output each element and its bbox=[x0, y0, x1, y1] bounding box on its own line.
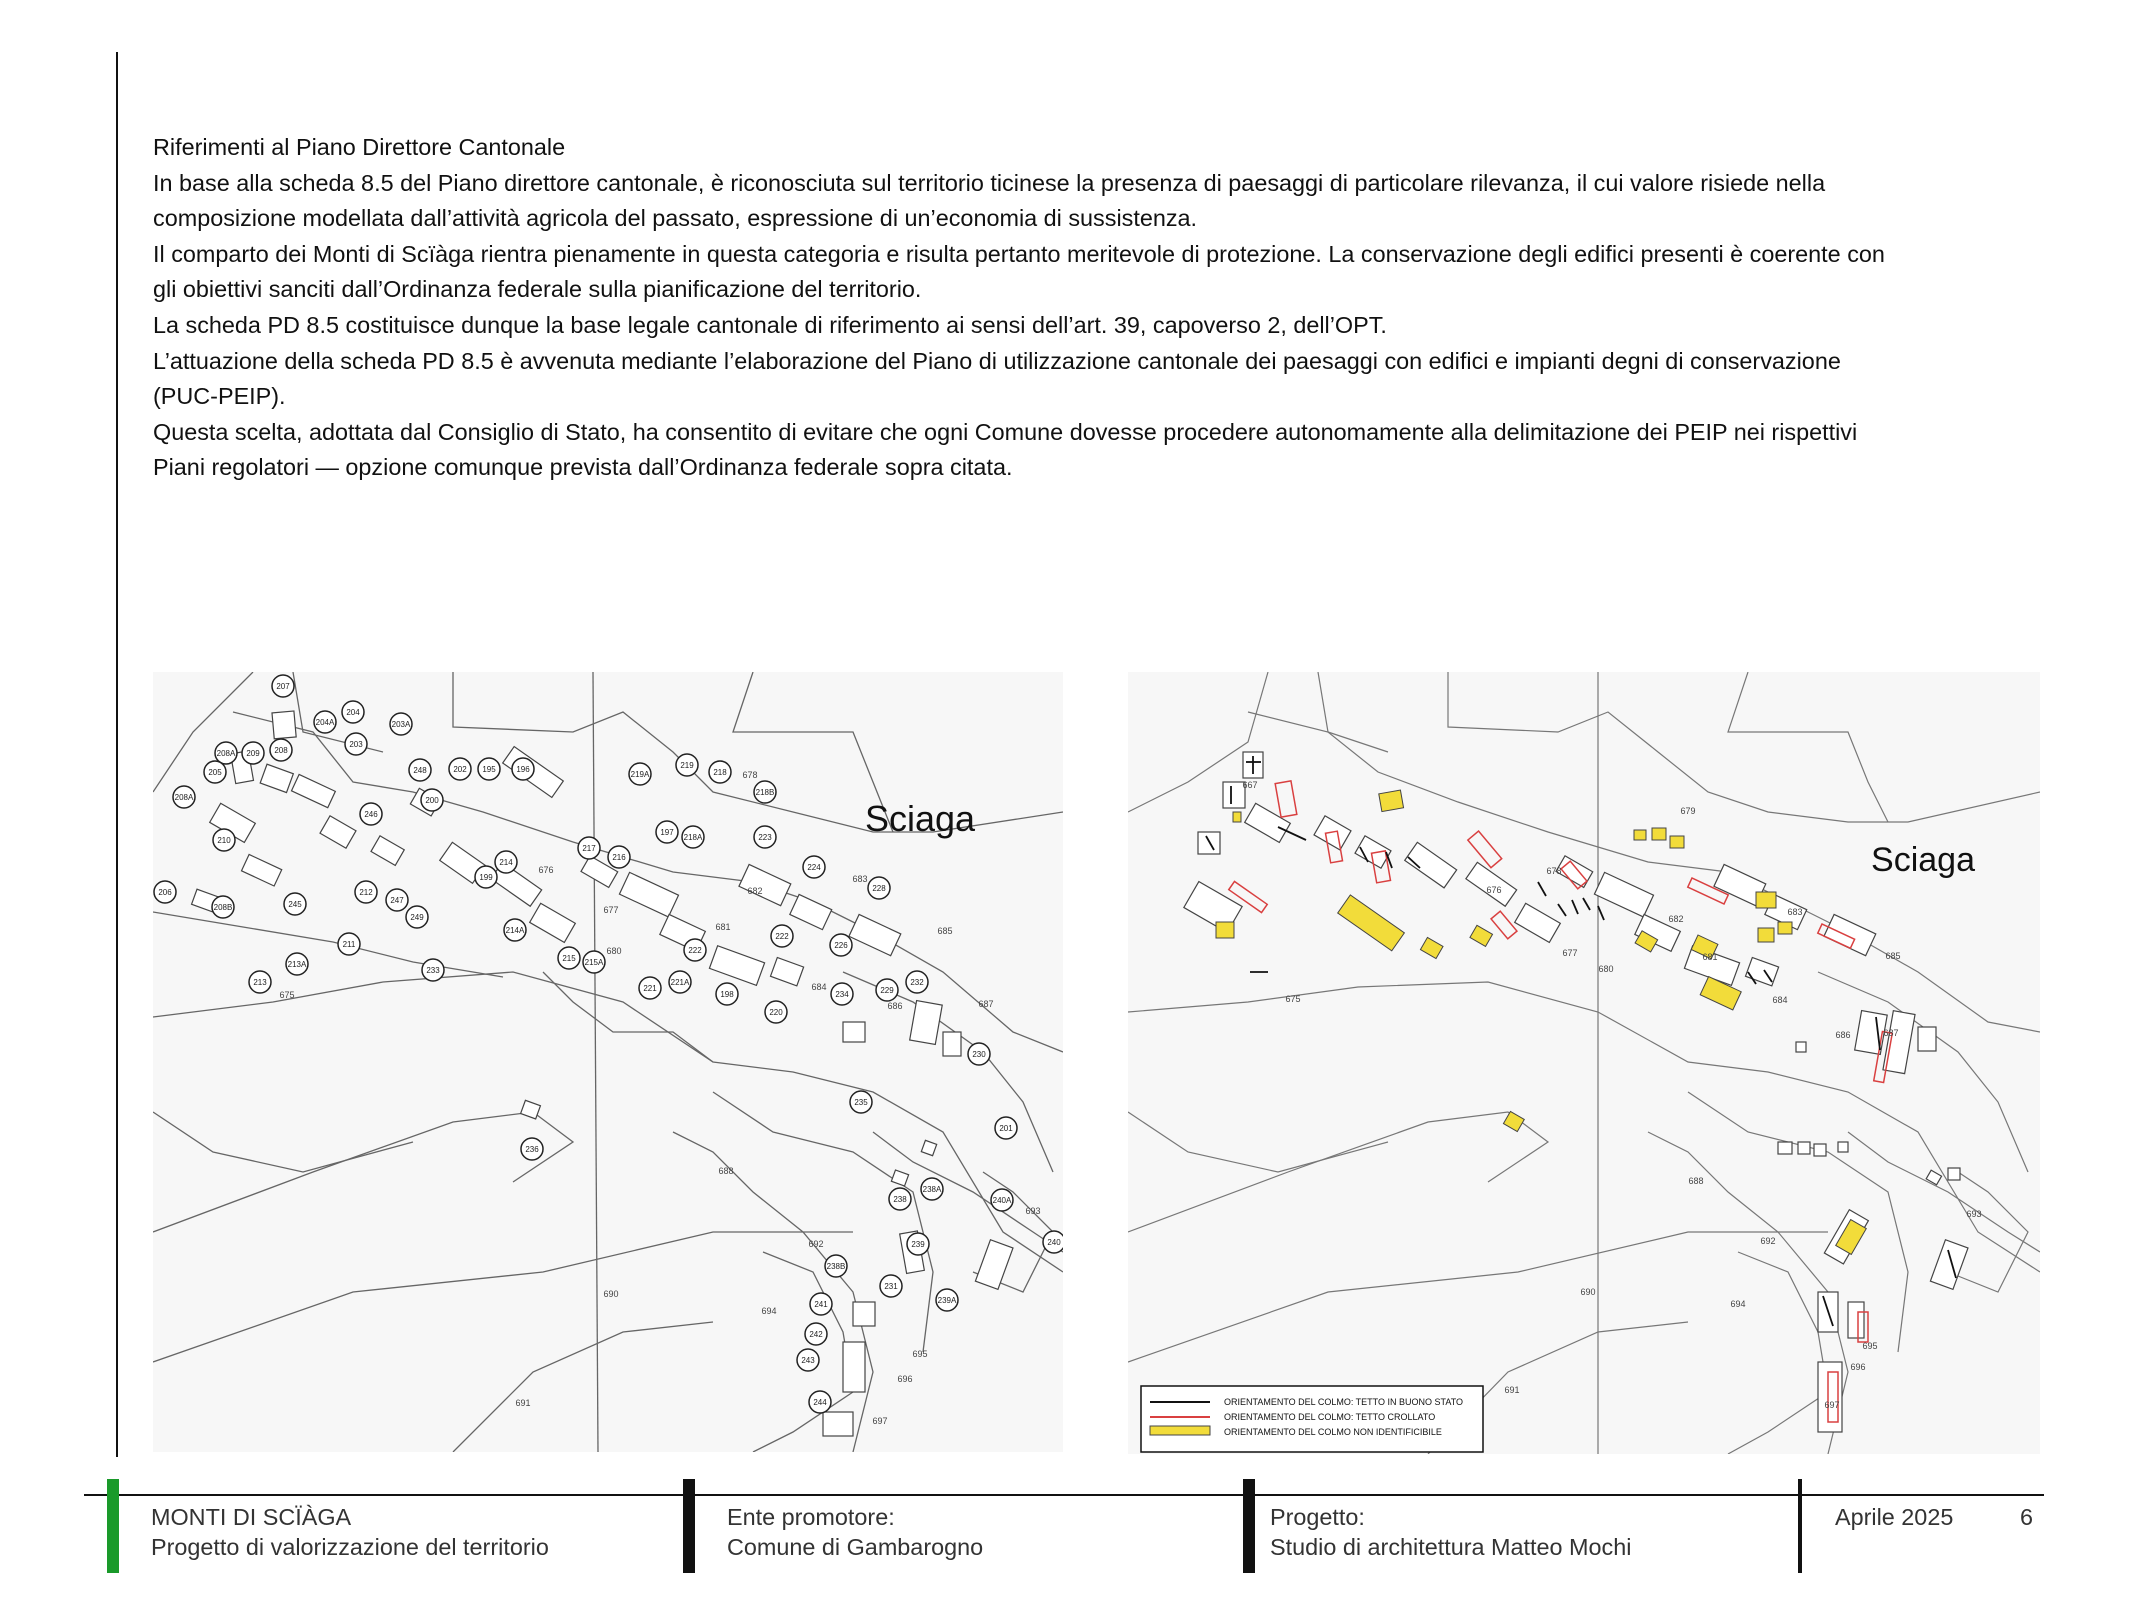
map-right-title: Sciaga bbox=[1871, 841, 1975, 879]
svg-text:205: 205 bbox=[208, 768, 222, 777]
svg-text:676: 676 bbox=[1486, 885, 1502, 895]
svg-text:684: 684 bbox=[1772, 995, 1788, 1005]
svg-text:692: 692 bbox=[1760, 1236, 1776, 1246]
svg-text:200: 200 bbox=[425, 796, 439, 805]
svg-text:693: 693 bbox=[1966, 1209, 1982, 1219]
svg-text:684: 684 bbox=[811, 982, 827, 992]
svg-text:677: 677 bbox=[1562, 948, 1578, 958]
svg-text:211: 211 bbox=[342, 940, 356, 949]
footer-design bbox=[1270, 1502, 1631, 1562]
svg-text:213: 213 bbox=[253, 978, 267, 987]
svg-text:688: 688 bbox=[1688, 1176, 1704, 1186]
svg-text:690: 690 bbox=[1580, 1287, 1596, 1297]
cadastral-map-roof-status bbox=[1128, 672, 2040, 1454]
svg-text:249: 249 bbox=[410, 913, 424, 922]
svg-text:675: 675 bbox=[1285, 994, 1301, 1004]
legend-label-unknown: ORIENTAMENTO DEL COLMO NON IDENTIFICIBILE bbox=[1224, 1427, 1442, 1437]
footer-promoter bbox=[727, 1502, 983, 1562]
paragraph-line: In base alla scheda 8.5 del Piano direttore cantonale, è riconosciuta sul territorio ticinese la presenza di paesaggi di particolare rilevanza, il cui valore risiede nella bbox=[153, 169, 1826, 196]
svg-text:206: 206 bbox=[158, 888, 172, 897]
footer-divider bbox=[84, 1494, 2044, 1496]
svg-text:215: 215 bbox=[562, 954, 576, 963]
footer-date: Aprile 2025 bbox=[1835, 1504, 1954, 1530]
svg-text:204: 204 bbox=[346, 708, 360, 717]
svg-text:212: 212 bbox=[359, 888, 373, 897]
footer-separator bbox=[1798, 1479, 1802, 1573]
svg-text:682: 682 bbox=[1668, 914, 1684, 924]
svg-text:216: 216 bbox=[612, 853, 626, 862]
svg-text:214A: 214A bbox=[505, 926, 525, 935]
svg-text:235: 235 bbox=[854, 1098, 868, 1107]
svg-text:244: 244 bbox=[813, 1398, 827, 1407]
svg-text:220: 220 bbox=[769, 1008, 783, 1017]
svg-text:230: 230 bbox=[972, 1050, 986, 1059]
paragraph-line: L’attuazione della scheda PD 8.5 è avvenuta mediante l’elaborazione del Piano di utilizzazione cantonale dei paesaggi con edifici e impianti degni di conservazione bbox=[153, 347, 1841, 374]
svg-text:241: 241 bbox=[814, 1300, 828, 1309]
paragraph-line: gli obiettivi sanciti dall’Ordinanza federale sulla pianificazione del territorio. bbox=[153, 276, 922, 303]
svg-text:680: 680 bbox=[1598, 964, 1614, 974]
svg-text:675: 675 bbox=[279, 990, 295, 1000]
svg-text:208A: 208A bbox=[216, 749, 236, 758]
svg-text:695: 695 bbox=[912, 1349, 928, 1359]
svg-text:686: 686 bbox=[887, 1001, 903, 1011]
svg-text:229: 229 bbox=[880, 986, 894, 995]
legend-swatch-unknown bbox=[1150, 1426, 1210, 1435]
svg-text:233: 233 bbox=[426, 966, 440, 975]
svg-text:693: 693 bbox=[1025, 1206, 1041, 1216]
svg-text:243: 243 bbox=[801, 1356, 815, 1365]
map-legend bbox=[1141, 1386, 1483, 1452]
svg-text:240: 240 bbox=[1047, 1238, 1061, 1247]
svg-text:201: 201 bbox=[999, 1124, 1013, 1133]
footer-separator bbox=[1243, 1479, 1255, 1573]
svg-text:246: 246 bbox=[364, 810, 378, 819]
svg-text:240A: 240A bbox=[992, 1196, 1012, 1205]
paragraph-line: Questa scelta, adottata dal Consiglio di Stato, ha consentito di evitare che ogni Comune dovesse procedere autonomamente alla delimitazione dei PEIP nei rispettivi bbox=[153, 418, 1858, 445]
svg-text:692: 692 bbox=[808, 1239, 824, 1249]
svg-text:694: 694 bbox=[1730, 1299, 1746, 1309]
svg-text:203A: 203A bbox=[391, 720, 411, 729]
svg-text:694: 694 bbox=[761, 1306, 777, 1316]
svg-text:197: 197 bbox=[660, 828, 674, 837]
page-number: 6 bbox=[2020, 1504, 2034, 1530]
svg-text:245: 245 bbox=[288, 900, 302, 909]
svg-text:687: 687 bbox=[1883, 1028, 1899, 1038]
legend-label-good: ORIENTAMENTO DEL COLMO: TETTO IN BUONO STATO bbox=[1224, 1397, 1464, 1407]
svg-text:695: 695 bbox=[1862, 1341, 1878, 1351]
svg-text:222: 222 bbox=[688, 946, 702, 955]
paragraph-line: composizione modellata dall’attività agricola del passato, espressione di un’economia di sussistenza. bbox=[153, 205, 1198, 232]
footer-design-label: Progetto: bbox=[1270, 1504, 1365, 1530]
svg-text:688: 688 bbox=[718, 1166, 734, 1176]
paragraph-line: Il comparto dei Monti di Scïàga rientra pienamente in questa categoria e risulta pertanto meritevole di protezione. La conservazione degli edifici presenti è coerente con bbox=[153, 240, 1885, 267]
svg-text:204A: 204A bbox=[315, 718, 335, 727]
svg-text:242: 242 bbox=[809, 1330, 823, 1339]
legend-label-collapsed: ORIENTAMENTO DEL COLMO: TETTO CROLLATO bbox=[1224, 1412, 1436, 1422]
svg-text:685: 685 bbox=[1885, 951, 1901, 961]
svg-text:209: 209 bbox=[246, 749, 260, 758]
svg-text:678: 678 bbox=[1546, 866, 1562, 876]
svg-text:232: 232 bbox=[910, 978, 924, 987]
svg-text:222: 222 bbox=[775, 932, 789, 941]
svg-text:221A: 221A bbox=[670, 978, 690, 987]
footer-design-value: Studio di architettura Matteo Mochi bbox=[1270, 1534, 1632, 1560]
svg-text:196: 196 bbox=[516, 765, 530, 774]
svg-text:697: 697 bbox=[1824, 1400, 1840, 1410]
footer-project bbox=[151, 1502, 549, 1562]
svg-text:686: 686 bbox=[1835, 1030, 1851, 1040]
svg-text:691: 691 bbox=[1504, 1385, 1520, 1395]
svg-text:680: 680 bbox=[606, 946, 622, 956]
paragraph-line: Piani regolatori — opzione comunque prevista dall’Ordinanza federale sopra citata. bbox=[153, 454, 1013, 481]
svg-text:676: 676 bbox=[538, 865, 554, 875]
svg-text:217: 217 bbox=[582, 844, 596, 853]
svg-text:667: 667 bbox=[1242, 780, 1258, 790]
map-left-drawing bbox=[153, 672, 1063, 1452]
svg-text:238: 238 bbox=[893, 1195, 907, 1204]
svg-text:238B: 238B bbox=[826, 1262, 846, 1271]
svg-text:207: 207 bbox=[276, 682, 290, 691]
svg-text:247: 247 bbox=[390, 896, 404, 905]
map-right-drawing bbox=[1128, 672, 2040, 1454]
footer-project-title: MONTI DI SCÏÀGA bbox=[151, 1504, 352, 1530]
footer-promoter-value: Comune di Gambarogno bbox=[727, 1534, 984, 1560]
svg-text:208A: 208A bbox=[174, 793, 194, 802]
svg-text:221: 221 bbox=[643, 984, 657, 993]
svg-text:214: 214 bbox=[499, 858, 513, 867]
svg-text:195: 195 bbox=[482, 765, 496, 774]
svg-text:208B: 208B bbox=[213, 903, 233, 912]
svg-text:682: 682 bbox=[747, 886, 763, 896]
svg-text:218A: 218A bbox=[683, 833, 703, 842]
svg-text:199: 199 bbox=[479, 873, 493, 882]
svg-text:234: 234 bbox=[835, 990, 849, 999]
svg-text:696: 696 bbox=[1850, 1362, 1866, 1372]
svg-text:239A: 239A bbox=[937, 1296, 957, 1305]
footer-promoter-label: Ente promotore: bbox=[727, 1504, 895, 1530]
svg-text:239: 239 bbox=[911, 1240, 925, 1249]
svg-text:697: 697 bbox=[872, 1416, 888, 1426]
body-text bbox=[153, 130, 2053, 486]
svg-text:218B: 218B bbox=[755, 788, 775, 797]
paragraph-line: (PUC-PEIP). bbox=[153, 383, 286, 410]
svg-text:679: 679 bbox=[1680, 806, 1696, 816]
margin-rule bbox=[116, 52, 118, 1457]
svg-text:215A: 215A bbox=[584, 958, 604, 967]
svg-text:691: 691 bbox=[515, 1398, 531, 1408]
cadastral-map-numbered bbox=[153, 672, 1063, 1452]
paragraph-line: La scheda PD 8.5 costituisce dunque la base legale cantonale di riferimento ai sensi dell’art. 39, capoverso 2, dell’OPT. bbox=[153, 311, 1387, 338]
svg-text:213A: 213A bbox=[287, 960, 307, 969]
svg-text:198: 198 bbox=[720, 990, 734, 999]
svg-text:677: 677 bbox=[603, 905, 619, 915]
svg-text:203: 203 bbox=[349, 740, 363, 749]
svg-text:224: 224 bbox=[807, 863, 821, 872]
svg-text:685: 685 bbox=[937, 926, 953, 936]
footer-project-subtitle: Progetto di valorizzazione del territorio bbox=[151, 1534, 549, 1560]
svg-text:690: 690 bbox=[603, 1289, 619, 1299]
svg-text:238A: 238A bbox=[922, 1185, 942, 1194]
svg-text:683: 683 bbox=[1787, 907, 1803, 917]
svg-text:219A: 219A bbox=[630, 770, 650, 779]
svg-text:202: 202 bbox=[453, 765, 467, 774]
svg-text:208: 208 bbox=[274, 746, 288, 755]
svg-text:223: 223 bbox=[758, 833, 772, 842]
svg-text:681: 681 bbox=[715, 922, 731, 932]
svg-text:218: 218 bbox=[713, 768, 727, 777]
map-left-title: Sciaga bbox=[864, 798, 976, 839]
svg-text:210: 210 bbox=[217, 836, 231, 845]
svg-text:248: 248 bbox=[413, 766, 427, 775]
svg-text:219: 219 bbox=[680, 761, 694, 770]
footer-separator bbox=[683, 1479, 695, 1573]
svg-text:687: 687 bbox=[978, 999, 994, 1009]
svg-text:683: 683 bbox=[852, 874, 868, 884]
svg-text:681: 681 bbox=[1702, 952, 1718, 962]
svg-text:236: 236 bbox=[525, 1145, 539, 1154]
svg-text:226: 226 bbox=[834, 941, 848, 950]
section-heading: Riferimenti al Piano Direttore Cantonale bbox=[153, 134, 566, 160]
svg-text:231: 231 bbox=[884, 1282, 898, 1291]
svg-text:678: 678 bbox=[742, 770, 758, 780]
svg-text:228: 228 bbox=[872, 884, 886, 893]
svg-text:696: 696 bbox=[897, 1374, 913, 1384]
footer-accent-bar bbox=[107, 1479, 119, 1573]
